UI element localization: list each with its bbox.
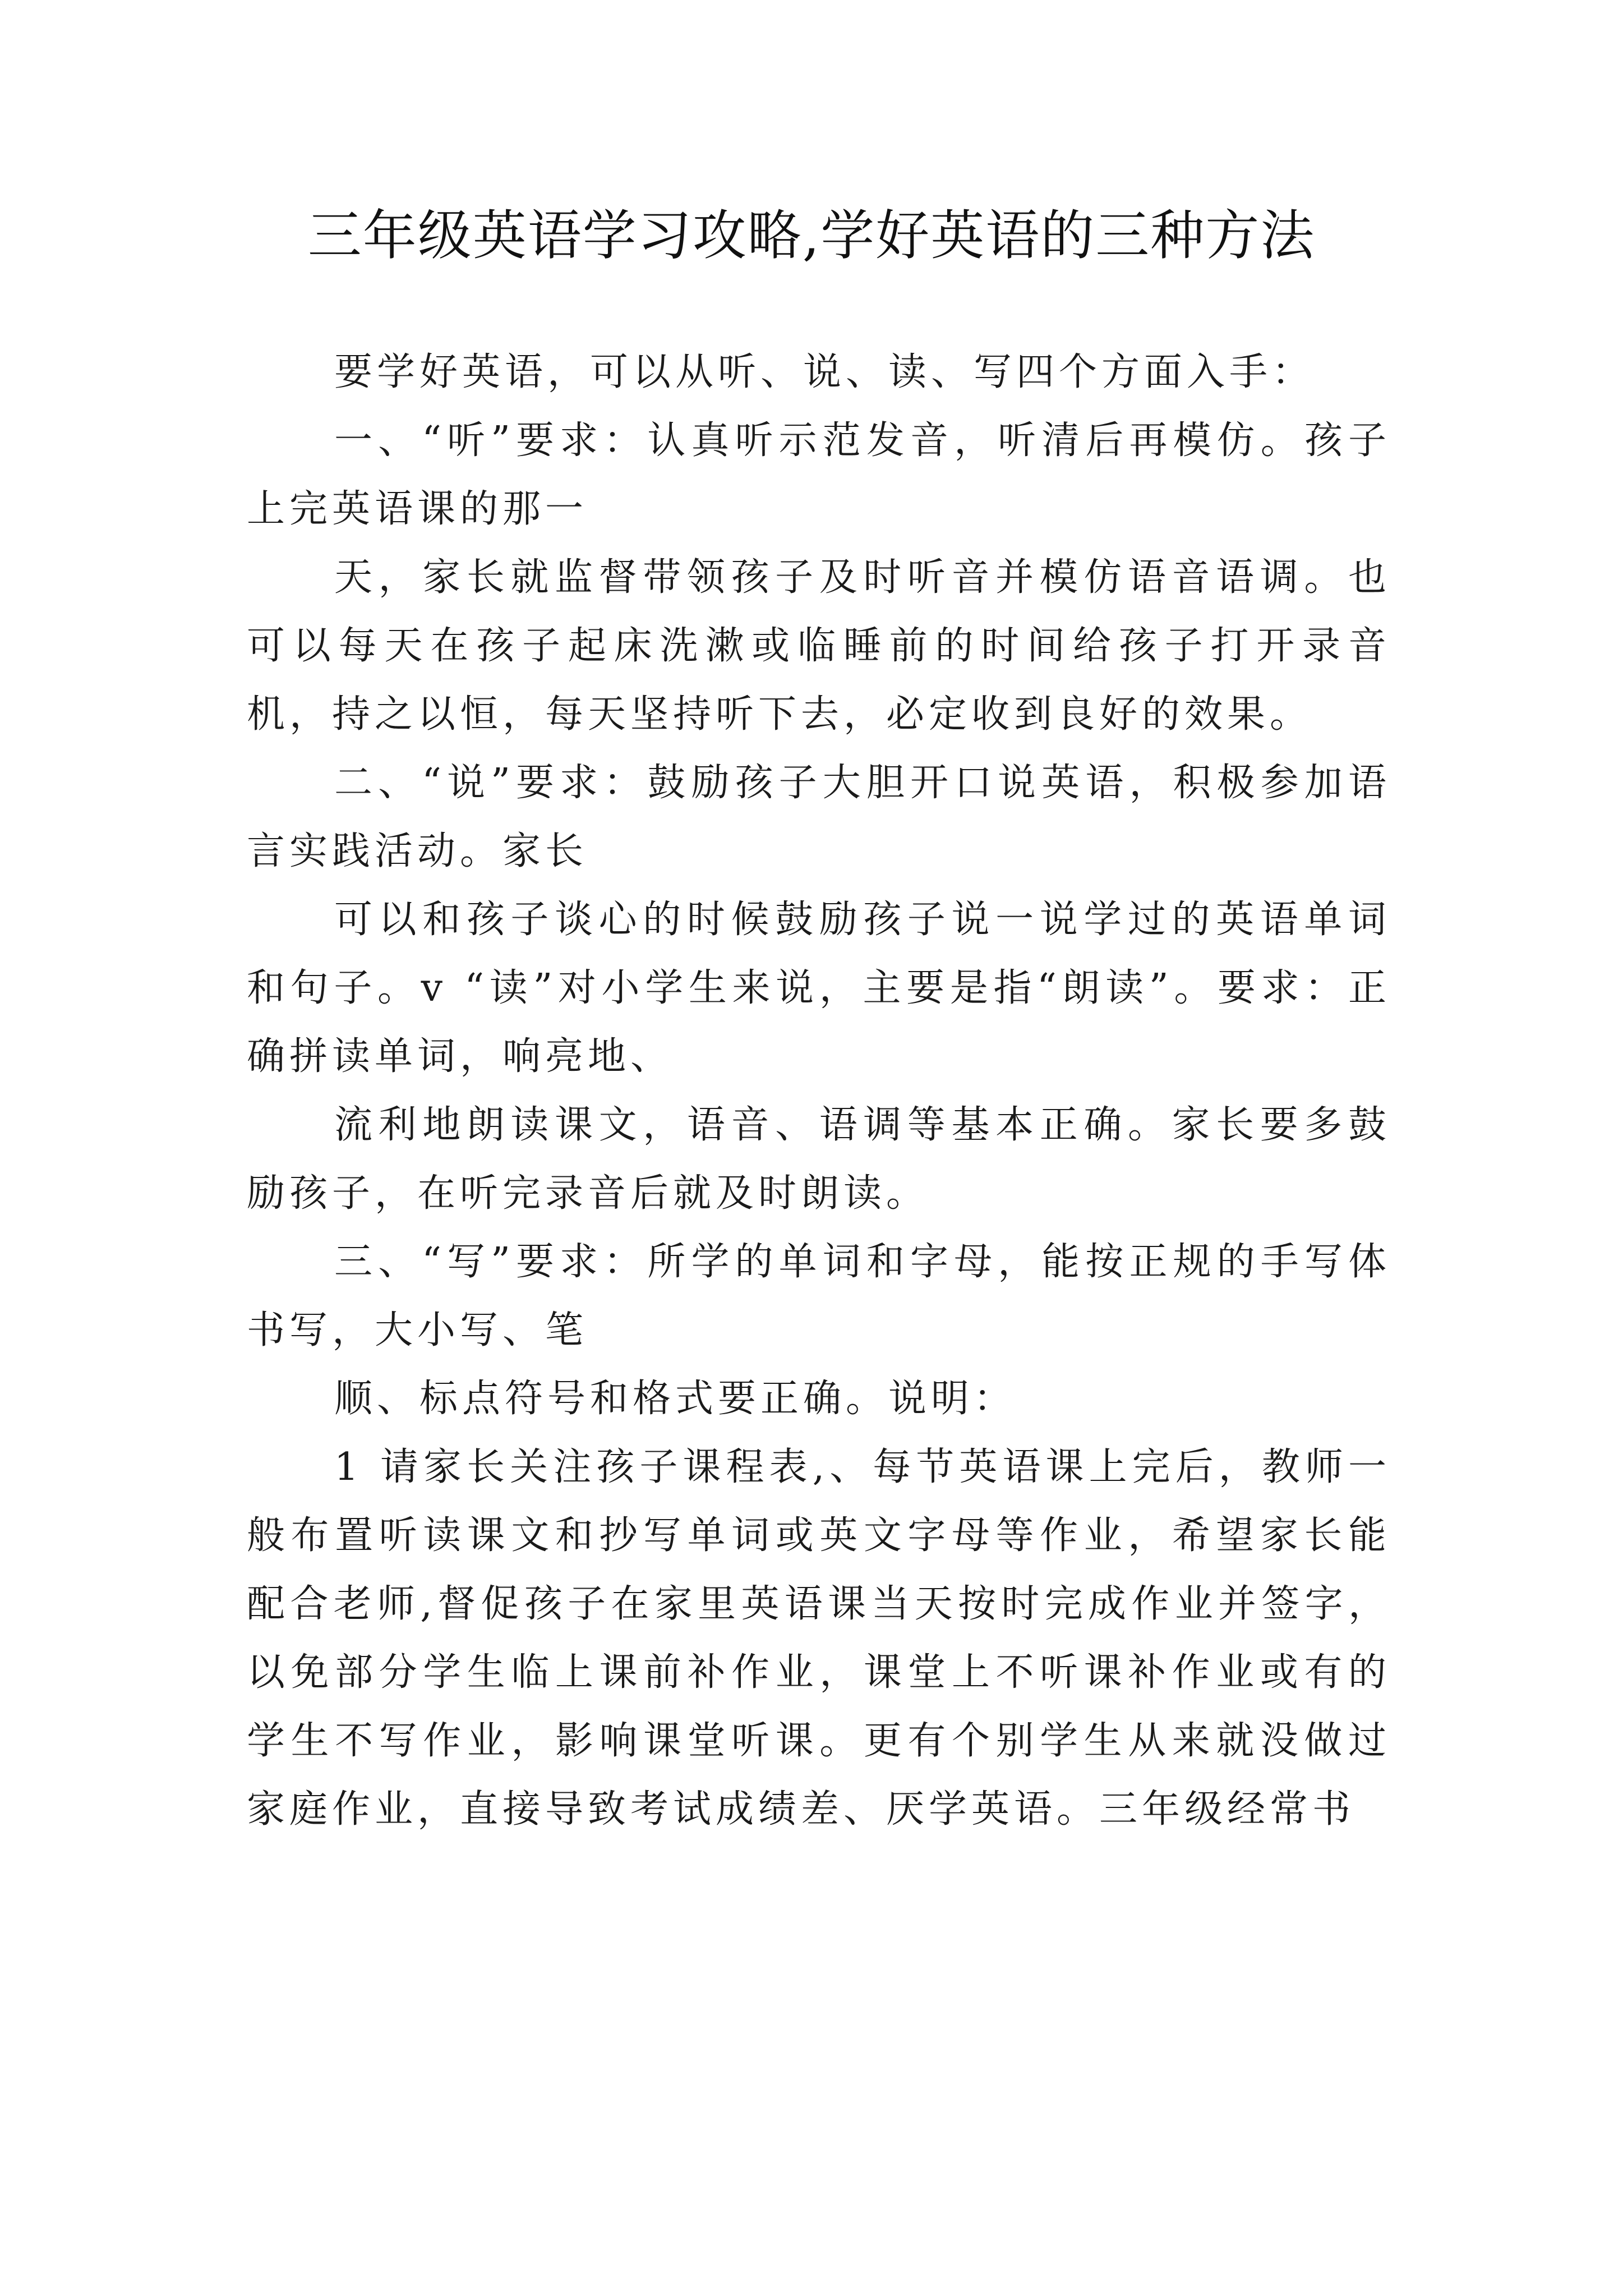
document-body	[247, 338, 1391, 1844]
document-title: 三年级英语学习攻略,学好英语的三种方法	[307, 204, 1316, 267]
paragraph-intro: 要学好英语，可以从听、说、读、写四个方面入手：	[334, 350, 1315, 394]
paragraph-note-1: 1 请家长关注孩子课程表,、每节英语课上完后，教师一般布置听读课文和抄写单词或英文字母等作业，希望家长能配合老师,督促孩子在家里英语课当天按时完成作业并签字，以免部分学生临上课前补作业，课堂上不听课补作业或有的学生不写作业，影响课堂听课。更有个别学生从来就没做过家庭作业，直接导致考试成绩差、厌学英语。三年级经常书	[247, 1445, 1391, 1832]
paragraph-writing-format: 顺、标点符号和格式要正确。说明：	[334, 1377, 1017, 1421]
paragraph-reading-requirement: 可以和孩子谈心的时候鼓励孩子说一说学过的英语单词和句子。v “读”对小学生来说，主要是指“朗读”。要求：正确拼读单词，响亮地、	[247, 898, 1391, 1079]
paragraph-speaking-requirement: 二、“说”要求：鼓励孩子大胆开口说英语，积极参加语言实践活动。家长	[247, 761, 1391, 873]
paragraph-listening-practice: 天，家长就监督带领孩子及时听音并模仿语音语调。也可以每天在孩子起床洗漱或临睡前的时间给孩子打开录音机，持之以恒，每天坚持听下去，必定收到良好的效果。	[247, 555, 1391, 737]
paragraph-reading-practice: 流利地朗读课文，语音、语调等基本正确。家长要多鼓励孩子，在听完录音后就及时朗读。	[247, 1103, 1391, 1216]
paragraph-writing-requirement: 三、“写”要求：所学的单词和字母，能按正规的手写体书写，大小写、笔	[247, 1240, 1391, 1352]
paragraph-listening-requirement: 一、“听”要求：认真听示范发音，听清后再模仿。孩子上完英语课的那一	[247, 418, 1391, 531]
